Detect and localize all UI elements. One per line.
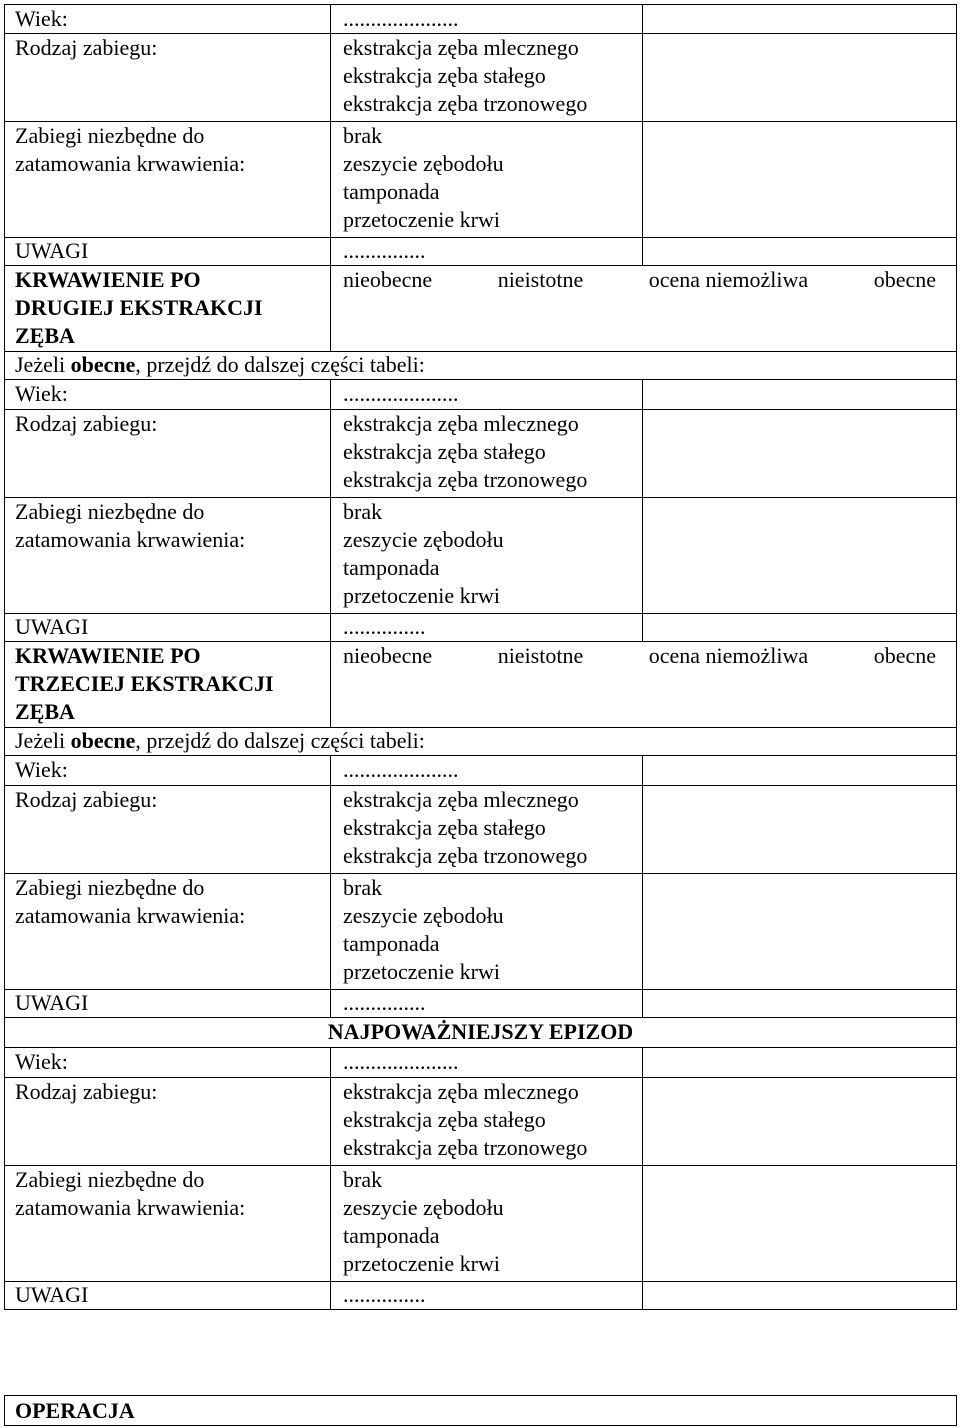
- option-suture[interactable]: zeszycie zębodołu: [343, 527, 504, 552]
- option-tamponade[interactable]: tamponada: [343, 179, 440, 204]
- instruction-row-1: [4, 352, 957, 380]
- notes-value[interactable]: ...............: [343, 614, 426, 639]
- hemostasis-row-2: [4, 498, 957, 614]
- option-molar[interactable]: ekstrakcja zęba trzonowego: [343, 1135, 588, 1160]
- option-primary-tooth[interactable]: ekstrakcja zęba mlecznego: [343, 1079, 579, 1104]
- age-label: Wiek:: [15, 1049, 68, 1074]
- notes-row-4: [4, 1282, 957, 1310]
- option-molar[interactable]: ekstrakcja zęba trzonowego: [343, 467, 588, 492]
- hemostasis-row-3: [4, 874, 957, 990]
- instruction-row-2: [4, 728, 957, 756]
- notes-label: UWAGI: [15, 990, 89, 1015]
- procedure-row-2: [4, 410, 957, 498]
- option-none[interactable]: brak: [343, 499, 383, 524]
- option-tamponade[interactable]: tamponada: [343, 1223, 440, 1248]
- option-none[interactable]: brak: [343, 875, 383, 900]
- age-value[interactable]: .....................: [343, 381, 459, 406]
- third-title-1: KRWAWIENIE PO: [15, 643, 201, 668]
- age-label: Wiek:: [15, 6, 68, 31]
- option-not-assessable[interactable]: ocena niemożliwa: [648, 643, 809, 668]
- option-present[interactable]: obecne: [873, 267, 936, 292]
- option-primary-tooth[interactable]: ekstrakcja zęba mlecznego: [343, 787, 579, 812]
- age-row-1: [4, 4, 957, 34]
- option-tamponade[interactable]: tamponada: [343, 555, 440, 580]
- option-molar[interactable]: ekstrakcja zęba trzonowego: [343, 843, 588, 868]
- age-label: Wiek:: [15, 381, 68, 406]
- option-absent[interactable]: nieobecne: [343, 643, 433, 668]
- procedure-label: Rodzaj zabiegu:: [15, 787, 158, 812]
- notes-label: UWAGI: [15, 1282, 89, 1307]
- notes-value[interactable]: ...............: [343, 990, 426, 1015]
- option-transfusion[interactable]: przetoczenie krwi: [343, 207, 500, 232]
- hemostasis-label-1: Zabiegi niezbędne do: [15, 123, 205, 148]
- procedure-label: Rodzaj zabiegu:: [15, 1079, 158, 1104]
- operation-heading-row: [4, 1395, 957, 1426]
- option-suture[interactable]: zeszycie zębodołu: [343, 151, 504, 176]
- option-present[interactable]: obecne: [873, 643, 936, 668]
- age-row-2: [4, 380, 957, 410]
- hemostasis-label-2: zatamowania krwawienia:: [15, 1195, 246, 1220]
- hemostasis-label-2: zatamowania krwawienia:: [15, 903, 246, 928]
- option-transfusion[interactable]: przetoczenie krwi: [343, 1251, 500, 1276]
- hemostasis-label-2: zatamowania krwawienia:: [15, 527, 246, 552]
- notes-label: UWAGI: [15, 238, 89, 263]
- age-value[interactable]: .....................: [343, 6, 459, 31]
- option-suture[interactable]: zeszycie zębodołu: [343, 903, 504, 928]
- procedure-label: Rodzaj zabiegu:: [15, 411, 158, 436]
- option-molar[interactable]: ekstrakcja zęba trzonowego: [343, 91, 588, 116]
- second-title-1: KRWAWIENIE PO: [15, 267, 201, 292]
- procedure-row-3: [4, 786, 957, 874]
- procedure-row-4: [4, 1078, 957, 1166]
- option-transfusion[interactable]: przetoczenie krwi: [343, 583, 500, 608]
- most-serious-heading-row: [4, 1018, 957, 1048]
- procedure-row-1: [4, 34, 957, 122]
- third-title-3: ZĘBA: [15, 699, 75, 724]
- hemostasis-label-2: zatamowania krwawienia:: [15, 151, 246, 176]
- option-absent[interactable]: nieobecne: [343, 267, 433, 292]
- most-serious-heading: NAJPOWAŻNIEJSZY EPIZOD: [327, 1019, 634, 1044]
- hemostasis-label-1: Zabiegi niezbędne do: [15, 875, 205, 900]
- instruction-text: Jeżeli obecne, przejdź do dalszej części tabeli:: [15, 352, 425, 377]
- option-tamponade[interactable]: tamponada: [343, 931, 440, 956]
- option-primary-tooth[interactable]: ekstrakcja zęba mlecznego: [343, 411, 579, 436]
- instruction-text: Jeżeli obecne, przejdź do dalszej części tabeli:: [15, 728, 425, 753]
- procedure-label: Rodzaj zabiegu:: [15, 35, 158, 60]
- second-title-2: DRUGIEJ EKSTRAKCJI: [15, 295, 263, 320]
- bleeding-third-row: [4, 642, 957, 728]
- option-none[interactable]: brak: [343, 123, 383, 148]
- age-value[interactable]: .....................: [343, 757, 459, 782]
- option-insignificant[interactable]: nieistotne: [497, 643, 584, 668]
- third-title-2: TRZECIEJ EKSTRAKCJI: [15, 671, 274, 696]
- notes-row-2: [4, 614, 957, 642]
- option-primary-tooth[interactable]: ekstrakcja zęba mlecznego: [343, 35, 579, 60]
- option-permanent-tooth[interactable]: ekstrakcja zęba stałego: [343, 815, 546, 840]
- hemostasis-row-1: [4, 122, 957, 238]
- hemostasis-row-4: [4, 1166, 957, 1282]
- option-suture[interactable]: zeszycie zębodołu: [343, 1195, 504, 1220]
- age-label: Wiek:: [15, 757, 68, 782]
- notes-value[interactable]: ...............: [343, 238, 426, 263]
- option-insignificant[interactable]: nieistotne: [497, 267, 584, 292]
- age-value[interactable]: .....................: [343, 1049, 459, 1074]
- hemostasis-label-1: Zabiegi niezbędne do: [15, 1167, 205, 1192]
- option-none[interactable]: brak: [343, 1167, 383, 1192]
- option-permanent-tooth[interactable]: ekstrakcja zęba stałego: [343, 1107, 546, 1132]
- notes-row-1: [4, 238, 957, 266]
- notes-value[interactable]: ...............: [343, 1282, 426, 1307]
- second-title-3: ZĘBA: [15, 323, 75, 348]
- age-row-3: [4, 756, 957, 786]
- age-row-4: [4, 1048, 957, 1078]
- option-not-assessable[interactable]: ocena niemożliwa: [648, 267, 809, 292]
- hemostasis-label-1: Zabiegi niezbędne do: [15, 499, 205, 524]
- bleeding-second-row: [4, 266, 957, 352]
- option-permanent-tooth[interactable]: ekstrakcja zęba stałego: [343, 63, 546, 88]
- operation-heading: OPERACJA: [15, 1398, 135, 1423]
- notes-row-3: [4, 990, 957, 1018]
- notes-label: UWAGI: [15, 614, 89, 639]
- option-permanent-tooth[interactable]: ekstrakcja zęba stałego: [343, 439, 546, 464]
- option-transfusion[interactable]: przetoczenie krwi: [343, 959, 500, 984]
